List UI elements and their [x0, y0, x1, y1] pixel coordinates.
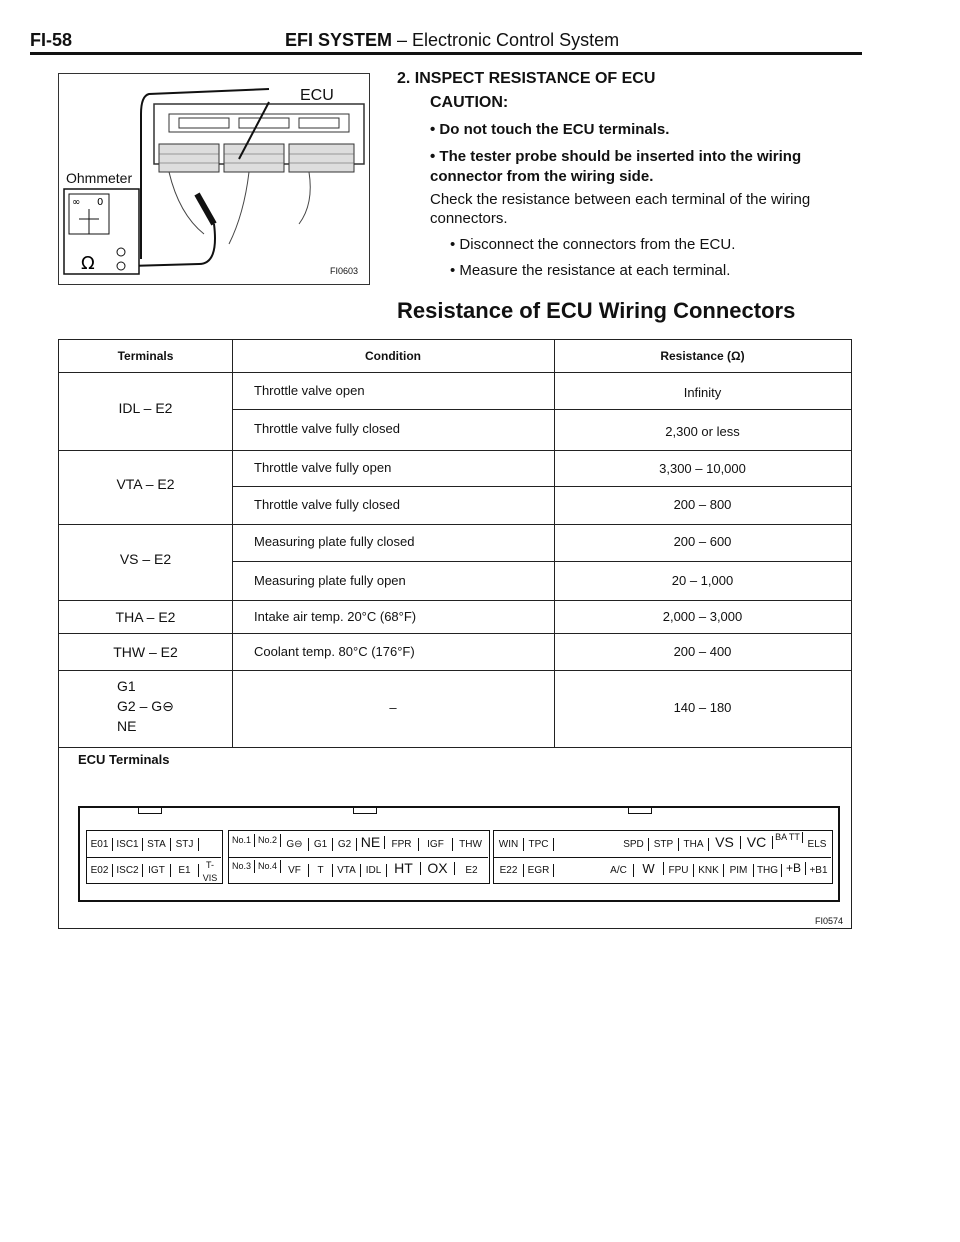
group-divider-2: [59, 524, 851, 525]
resistance-cell: Infinity: [683, 385, 722, 400]
pin-tpc: TPC: [524, 838, 554, 851]
pin-vf: VF: [281, 864, 309, 877]
resistance-cell: 2,300 or less: [665, 424, 740, 439]
figure2-code: FI0574: [815, 916, 844, 926]
pin-fpu: FPU: [664, 864, 694, 877]
figure1-code: FI0603: [330, 266, 359, 276]
condition-cell: Throttle valve fully closed: [254, 421, 400, 436]
row-divider-2: [232, 486, 851, 487]
pin-e02: E02: [87, 864, 113, 877]
pin-stj: STJ: [171, 838, 199, 851]
pin-thw: THW: [459, 839, 482, 850]
pin-pim: PIM: [724, 864, 754, 877]
resistance-cell: 20 – 1,000: [671, 573, 734, 588]
header-title-rest: – Electronic Control System: [392, 30, 620, 50]
resistance-cell: 200 – 600: [673, 534, 732, 549]
pin-igt: IGT: [143, 864, 171, 877]
pin-isc1: ISC1: [113, 838, 143, 851]
table-title: Resistance of ECU Wiring Connectors: [397, 298, 796, 323]
caution-label: CAUTION:: [430, 94, 509, 111]
row-divider-1: [232, 409, 851, 410]
meter-omega: Ω: [81, 253, 95, 274]
pin-no1: No.1: [229, 834, 255, 847]
pin-batt: BA TT: [773, 832, 803, 843]
pin-vs: VS: [709, 836, 741, 849]
row-split: [494, 857, 831, 858]
pin-g-minus: G⊖: [281, 838, 309, 851]
pin-e2: E2: [465, 865, 478, 876]
ohmmeter-label: Ohmmeter: [66, 170, 133, 186]
condition-cell: Intake air temp. 20°C (68°F): [254, 609, 417, 624]
terminals-tha-e2: THA – E2: [115, 609, 176, 625]
group-divider-1: [59, 450, 851, 451]
pin-knk: KNK: [694, 864, 724, 877]
meter-zero: 0: [97, 197, 104, 208]
pin-no3: No.3: [229, 860, 255, 873]
pin-tha: THA: [679, 838, 709, 851]
pin-t-vis: T-VIS: [202, 860, 218, 883]
header-resistance: Resistance (Ω): [660, 349, 745, 363]
header-title: [285, 30, 619, 51]
group-divider-3: [59, 600, 851, 601]
terminal-line: NE: [117, 718, 137, 734]
connector-1: [86, 830, 223, 884]
header-title-bold: EFI SYSTEM: [285, 30, 393, 50]
resistance-cell: 200 – 400: [673, 644, 732, 659]
pin-egr: EGR: [524, 864, 554, 877]
pin-ne: NE: [357, 836, 385, 849]
housing-left: [78, 806, 80, 902]
pin-ht: HT: [387, 862, 421, 875]
pin-plus-b1: +B1: [809, 865, 828, 876]
latch: [628, 806, 652, 814]
pin-sta: STA: [143, 838, 171, 851]
terminal-line: G2 – G⊖: [117, 698, 174, 714]
pin-e22: E22: [494, 864, 524, 877]
pin-t: T: [309, 864, 333, 877]
pin-spd: SPD: [619, 838, 649, 851]
pin-no2: No.2: [255, 834, 281, 847]
condition-cell: Measuring plate fully open: [254, 573, 406, 588]
ecu-terminals-label: ECU Terminals: [78, 752, 170, 767]
group-divider-5: [59, 670, 851, 671]
terminals-idl-e2: IDL – E2: [118, 400, 173, 416]
pin-fpr: FPR: [385, 838, 419, 851]
connector-2: [228, 830, 490, 884]
step-heading: 2. INSPECT RESISTANCE OF ECU: [397, 70, 656, 87]
row-split: [229, 857, 488, 858]
ecu-label: ECU: [300, 87, 334, 104]
group-divider-6: [59, 747, 851, 748]
pin-e01: E01: [87, 838, 113, 851]
row-divider-3: [232, 561, 851, 562]
resistance-cell: 3,300 – 10,000: [659, 461, 746, 476]
pin-no4: No.4: [255, 860, 281, 873]
resistance-cell: 140 – 180: [673, 700, 732, 715]
col-divider-1: [232, 340, 233, 747]
condition-cell: Throttle valve open: [254, 383, 365, 398]
header-rule: [30, 52, 862, 55]
pin-e1: E1: [171, 864, 199, 877]
pin-els: ELS: [807, 839, 827, 850]
connector-3: [493, 830, 833, 884]
condition-cell: Measuring plate fully closed: [254, 534, 415, 549]
header-divider: [59, 372, 851, 373]
pin-win: WIN: [494, 838, 524, 851]
caution-bullet-2: • The tester probe should be inserted into the wiring connector from the wiring side.: [430, 148, 802, 185]
check-instruction: Check the resistance between each terminal of the wiring connectors.: [430, 191, 811, 227]
pin-igf: IGF: [419, 838, 453, 851]
terminals-g-ne: [117, 676, 174, 736]
sub-bullet-2: • Measure the resistance at each terminal.: [450, 262, 731, 279]
header-condition: Condition: [365, 349, 421, 363]
header-terminals: Terminals: [117, 349, 174, 363]
pin-stp: STP: [649, 838, 679, 851]
pin-g1: G1: [309, 838, 333, 851]
housing-bottom: [78, 900, 840, 902]
pin-w: W: [634, 862, 664, 875]
terminals-vta-e2: VTA – E2: [116, 476, 175, 492]
pin-thg: THG: [754, 864, 782, 877]
pin-isc2: ISC2: [113, 864, 143, 877]
condition-cell: Throttle valve fully closed: [254, 497, 400, 512]
condition-cell: Throttle valve fully open: [254, 460, 392, 475]
latch: [138, 806, 162, 814]
pin-ac: A/C: [604, 864, 634, 877]
pin-vta: VTA: [333, 864, 361, 877]
row-split: [87, 857, 221, 858]
connector-housing-top: [78, 806, 840, 822]
condition-cell: Coolant temp. 80°C (176°F): [254, 644, 415, 659]
terminals-vs-e2: VS – E2: [119, 551, 172, 567]
pin-vc: VC: [741, 836, 773, 849]
sub-bullet-1: • Disconnect the connectors from the ECU.: [450, 236, 736, 253]
pin-g2: G2: [333, 838, 357, 851]
resistance-cell: 200 – 800: [673, 497, 732, 512]
group-divider-4: [59, 633, 851, 634]
housing-right: [838, 806, 840, 902]
resistance-cell: 2,000 – 3,000: [662, 609, 743, 624]
terminals-thw-e2: THW – E2: [113, 644, 178, 660]
meter-infinity: ∞: [72, 197, 81, 208]
terminal-line: G1: [117, 678, 136, 694]
pin-ox: OX: [421, 862, 455, 875]
page-number: FI-58: [30, 30, 73, 50]
caution-bullet-1: • Do not touch the ECU terminals.: [430, 121, 670, 138]
pin-plus-b: +B: [782, 862, 806, 875]
pin-idl: IDL: [361, 864, 387, 877]
latch: [353, 806, 377, 814]
condition-cell: –: [389, 700, 397, 715]
